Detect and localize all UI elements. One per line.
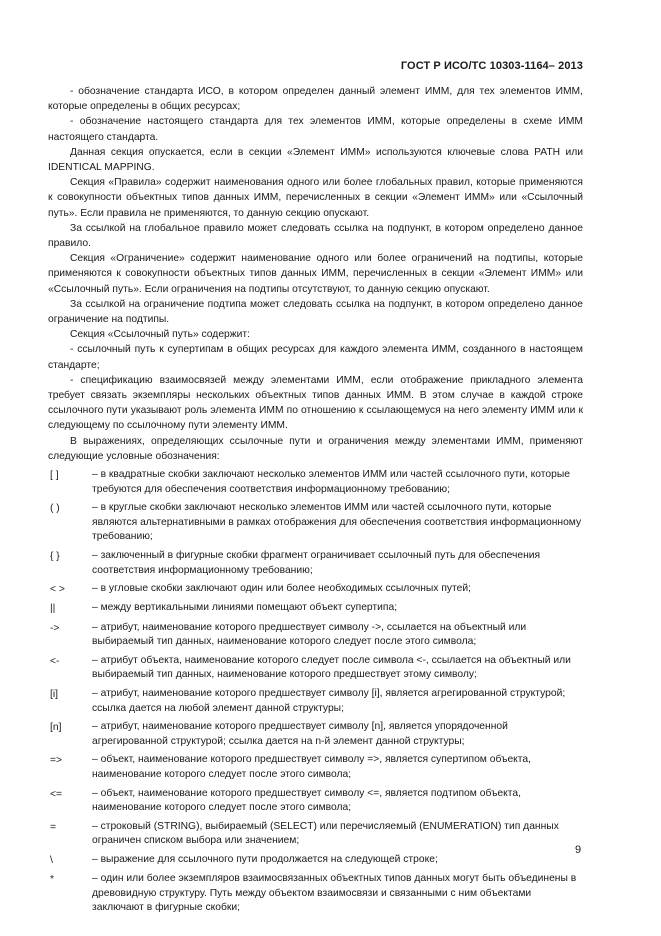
symbol: [n] <box>50 722 62 734</box>
paragraph: - обозначение настоящего стандарта для тех элементов ИММ, которые определены в схеме ИММ настоящего стандарта. <box>48 116 583 143</box>
symbol-row <box>48 468 583 497</box>
document-header: ГОСТ Р ИСО/ТС 10303-1164– 2013 <box>400 60 583 72</box>
paragraph: За ссылкой на глобальное правило может следовать ссылка на подпункт, в котором определено данное правило. <box>48 222 583 250</box>
symbol-description: – в круглые скобки заключают несколько элементов ИММ или частей ссылочного пути, которые являются альтернативными в рамках отображения для обеспечения соответствия информационному требованию; <box>92 502 582 543</box>
symbol-row <box>48 820 583 849</box>
symbol: <= <box>50 788 63 800</box>
symbol-description: – между вертикальными линиями помещают объект супертипа; <box>92 602 398 614</box>
paragraph: Секция «Ссылочный путь» содержит: <box>70 329 250 341</box>
symbol-description: – атрибут, наименование которого предшествует символу [i], является агрегированной структурой; ссылка дается на любой элемент данной структуры; <box>92 688 566 714</box>
symbol-row <box>48 687 583 716</box>
symbol: || <box>50 603 56 615</box>
symbol-row <box>48 654 583 683</box>
symbol: ( ) <box>50 503 60 515</box>
symbol-row <box>48 853 583 868</box>
page-number: 9 <box>575 844 582 856</box>
symbol-description: – атрибут, наименование которого предшествует символу [n], является упорядоченной агрегированной структурой; ссылка дается на n-й элемент данной структуры; <box>92 721 508 747</box>
symbol: <- <box>50 655 60 667</box>
symbol-row <box>48 501 583 545</box>
symbol-row <box>48 549 583 578</box>
symbol-row <box>48 787 583 816</box>
symbol: < > <box>50 584 65 596</box>
symbol: -> <box>50 622 60 634</box>
symbol: { } <box>50 551 60 563</box>
symbol-row <box>48 720 583 749</box>
symbol: [i] <box>50 689 59 701</box>
symbol-description: – один или более экземпляров взаимосвязанных объектных типов данных могут быть объединены в древовидную структуру. Путь между объектом взаимосвязи и связанными с ним объектами заключают в фигурные скобки; <box>92 873 577 914</box>
symbol: = <box>50 821 57 833</box>
symbol-row <box>48 582 583 597</box>
paragraph: Секция «Правила» содержит наименования одного или более глобальных правил, которые применяются к совокупности объектных типов данных ИММ, перечисленных в секции «Элемент ИММ» или «Ссылочный путь». Если правила не применяются, то данную секцию опускают. <box>48 177 583 219</box>
symbol-description: – атрибут объекта, наименование которого следует после символа <-, ссылается на объектный или выбираемый тип данных, наименование которого предшествует этому символу; <box>92 654 571 681</box>
symbol: * <box>50 874 55 886</box>
symbol-list <box>48 468 583 916</box>
symbol-row <box>48 621 583 650</box>
symbol: \ <box>50 854 53 866</box>
symbol: => <box>50 755 63 767</box>
symbol-description: – выражение для ссылочного пути продолжается на следующей строке; <box>92 853 438 865</box>
paragraph: За ссылкой на ограничение подтипа может следовать ссылка на подпункт, в котором определено данное ограничение на подтипы. <box>48 298 583 326</box>
paragraph: - обозначение стандарта ИСО, в котором определен данный элемент ИММ, для тех элементов ИММ, которые определены в общих ресурсах; <box>48 86 583 113</box>
symbol-description: – атрибут, наименование которого предшествует символу ->, ссылается на объектный или выбираемый тип данных, наименование которого следует после этого символа; <box>92 621 527 648</box>
paragraph: Секция «Ограничение» содержит наименование одного или более ограничений на подтипы, которые применяются к совокупности объектных типов данных ИММ, перечисленных в секции «Элемент ИММ» или «Ссылочный путь». Если ограничения на подтипы отсутствуют, то данную секцию опускают. <box>48 253 583 295</box>
symbol-description: – в квадратные скобки заключают несколько элементов ИММ или частей ссылочного пути, которые требуются для обеспечения соответствия информационному требованию; <box>92 469 570 495</box>
symbol-description: – строковый (STRING), выбираемый (SELECT) или перечисляемый (ENUMERATION) тип данных ограничен списком выбора или значением; <box>92 820 559 847</box>
document-body <box>48 84 583 916</box>
symbol-description: – заключенный в фигурные скобки фрагмент ограничивает ссылочный путь для обеспечения соответствия информационному требованию; <box>92 550 541 576</box>
paragraph: - спецификацию взаимосвязей между элементами ИММ, если отображение прикладного элемента требует связать экземпляры нескольких объектных типов данных ИММ. В этом случае в каждой строке ссылочного пути указывают роль элемента ИММ по отношению к ссылающемуся на него элементу ИММ или к следующему по ссылочному пути элементу ИММ. <box>48 374 583 432</box>
symbol-row <box>48 872 583 916</box>
symbol-description: – в угловые скобки заключают один или более необходимых ссылочных путей; <box>92 583 471 595</box>
symbol-description: – объект, наименование которого предшествует символу <=, является подтипом объекта, наименование которого следует после этого символа; <box>92 787 521 814</box>
symbol-row <box>48 601 583 616</box>
symbol-description: – объект, наименование которого предшествует символу =>, является супертипом объекта, наименование которого следует после этого символа; <box>92 754 531 780</box>
symbol: [ ] <box>50 470 59 482</box>
paragraph: В выражениях, определяющих ссылочные пути и ограничения между элементами ИММ, применяют следующие условные обозначения: <box>48 435 583 462</box>
paragraph: - ссылочный путь к супертипам в общих ресурсах для каждого элемента ИММ, созданного в настоящем стандарте; <box>48 344 583 371</box>
paragraph: Данная секция опускается, если в секции «Элемент ИММ» используются ключевые слова PATH или IDENTICAL MAPPING. <box>48 146 583 174</box>
symbol-row <box>48 753 583 782</box>
